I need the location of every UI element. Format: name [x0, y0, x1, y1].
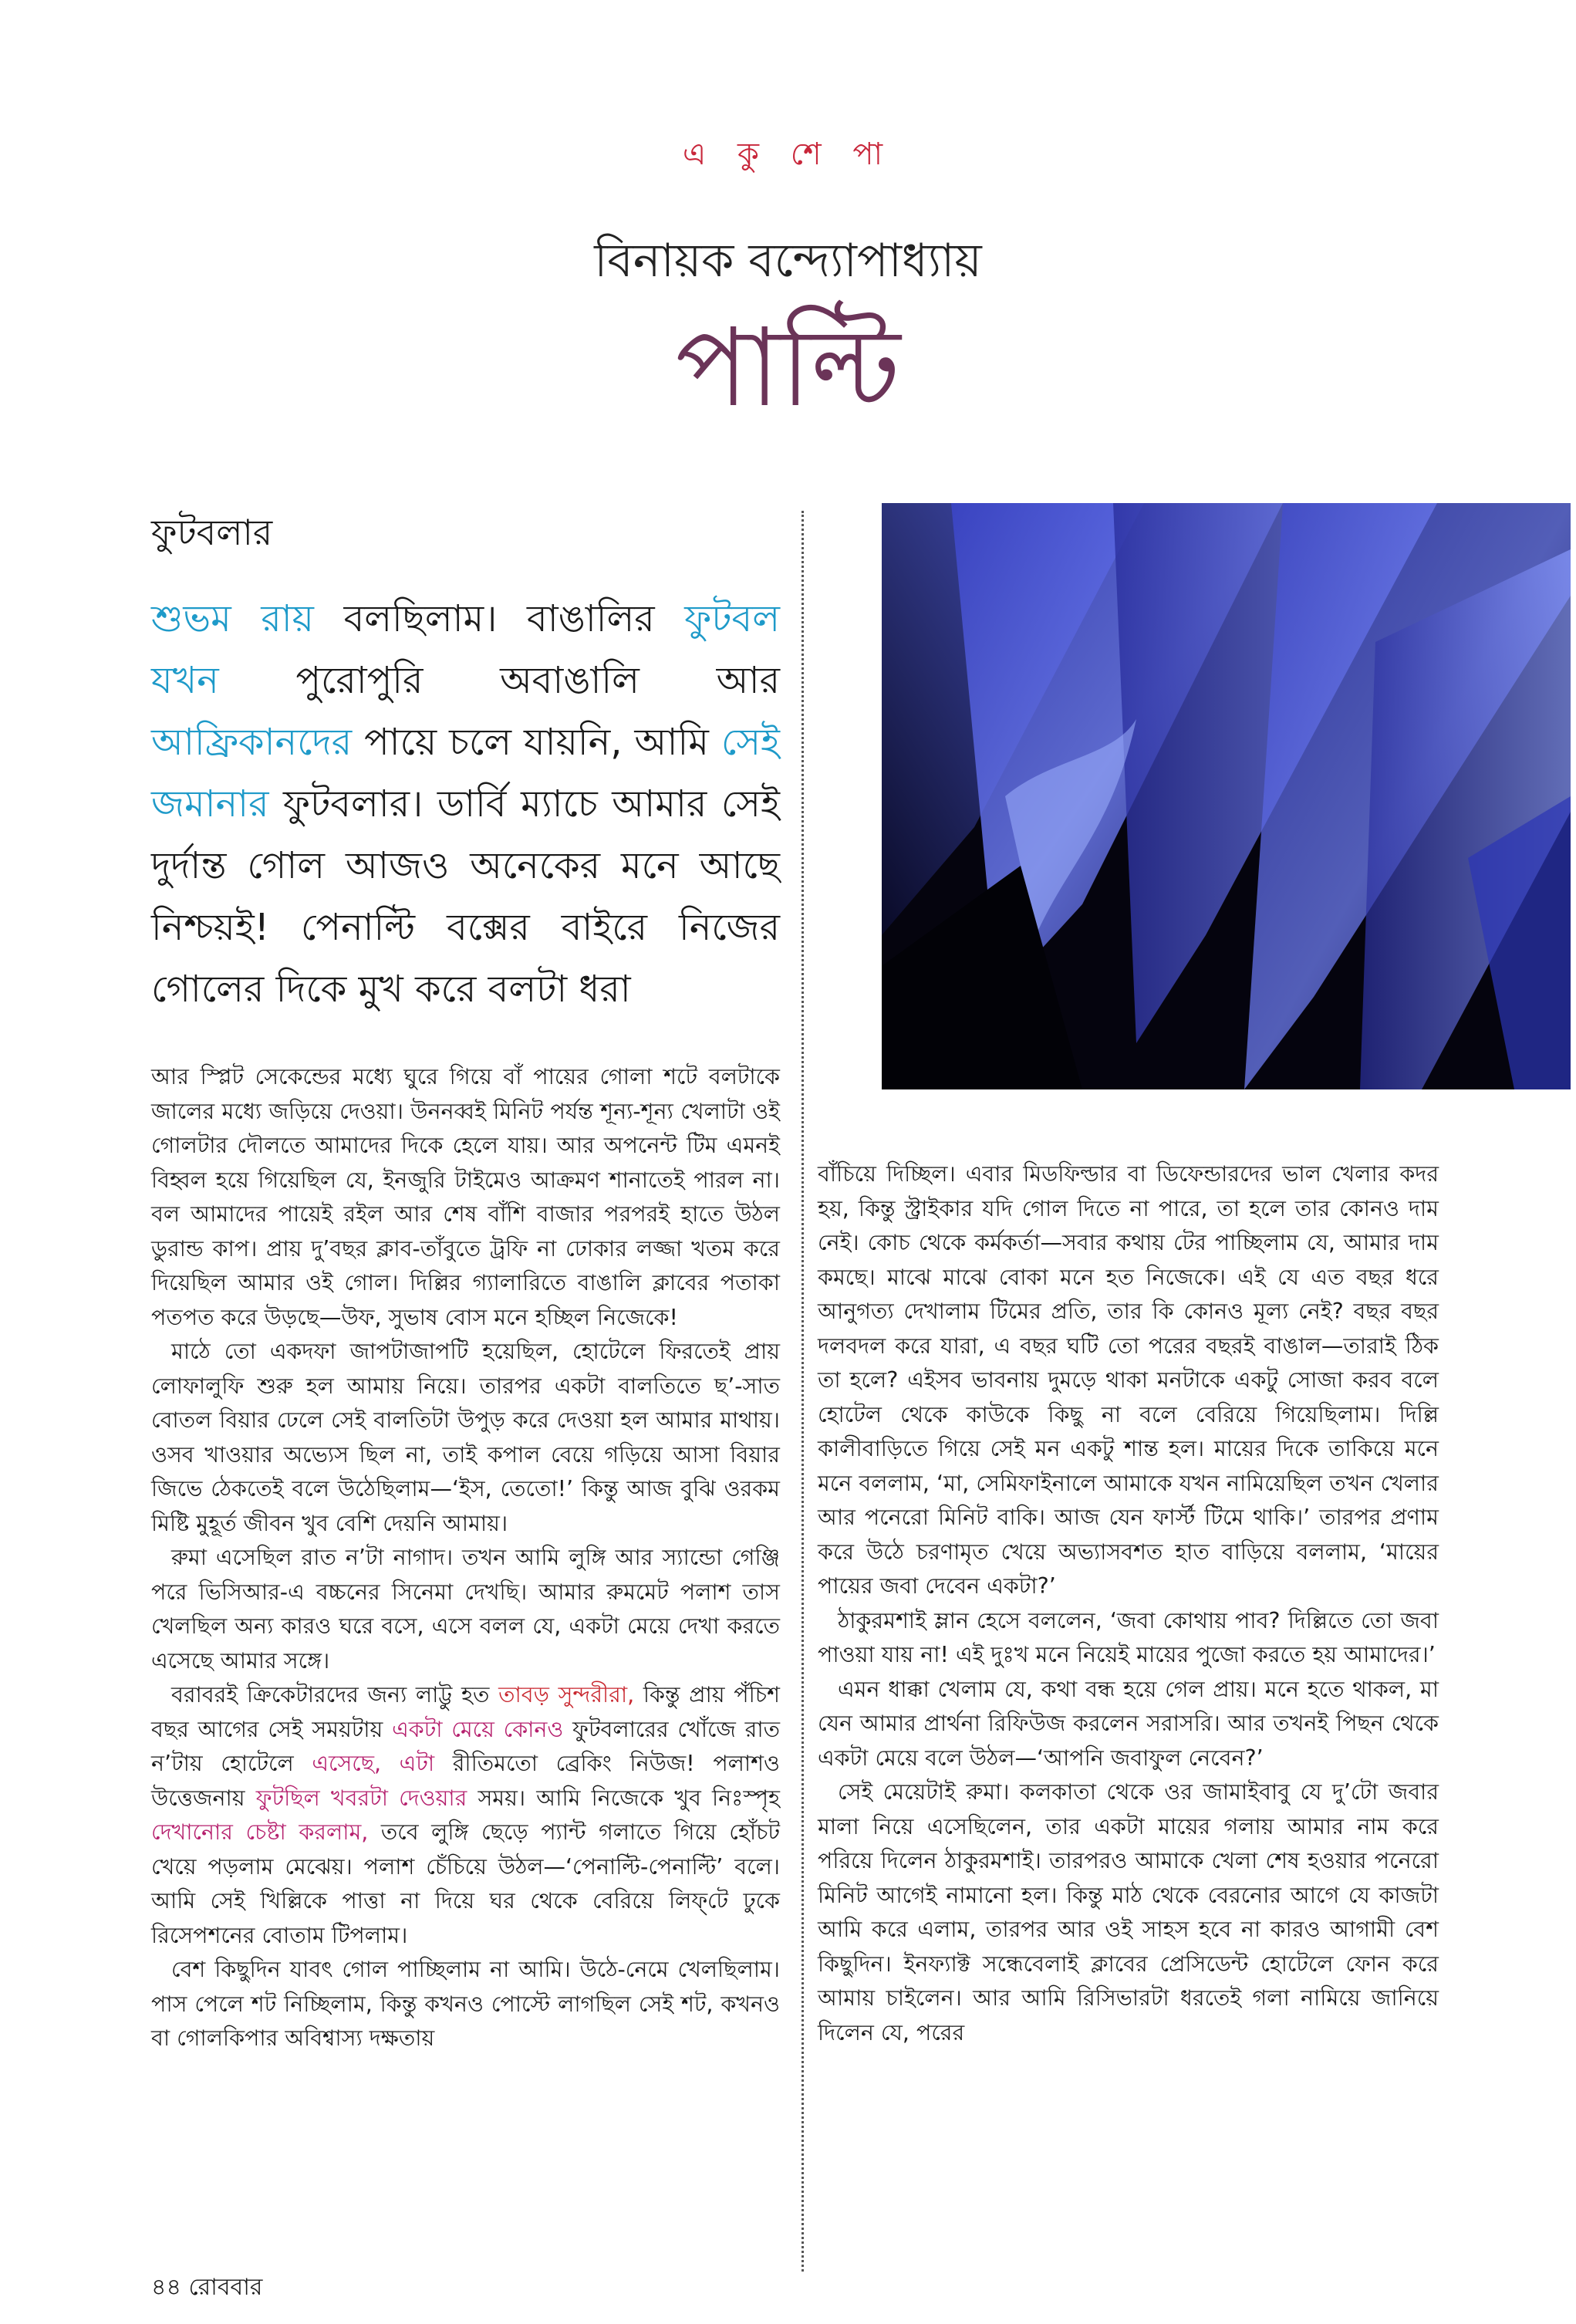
highlighted-text: আফ্রিকানদের [151, 721, 353, 764]
highlighted-text: একটা মেয়ে কোনও [392, 1716, 564, 1742]
highlighted-text: সেই জমানার [151, 721, 780, 826]
text-run: মাঠে তো একদফা জাপটাজাপটি হয়েছিল, হোটেলে ফিরতেই প্রায় লোফালুফি শুরু হল আমায় নিয়ে। তারপর একটা বালতিতে ছ’-সাত বোতল বিয়ার ঢেলে সেই বালতিটা উপুড় করে দেওয়া হল আমার মাথায়। ওসব খাওয়ার অভ্যেস ছিল না, তাই কপাল বেয়ে গড়িয়ে আসা বিয়ার জিভে ঠেকতেই বলে উঠেছিলাম—‘ইস, তেতো!’ কিন্তু আজ বুঝি ওরকম মিষ্টি মুহূর্ত জীবন খুব বেশি দেয়নি আমায়। [151, 1339, 780, 1536]
text-run: সেই মেয়েটাই রুমা। কলকাতা থেকে ওর জামাইবাবু যে দু’টো জবার মালা নিয়ে এসেছিলেন, তার একটা মায়ের গলায় আমার নাম করে পরিয়ে দিলেন ঠাকুরমশাই। তারপরও আমাকে খেলা শেষ হওয়ার পনেরো মিনিট আগেই নামানো হল। কিন্তু মাঠ থেকে বেরনোর আগে যে কাজটা আমি করে এলাম, তারপর আর ওই সাহস হবে না কারও আগামী বেশ কিছুদিন। ইনফ্যাক্ট সন্ধেবেলাই ক্লাবের প্রেসিডেন্ট হোটেলে ফোন করে আমায় চাইলেন। আর আমি রিসিভারটা ধরতেই গলা নামিয়ে জানিয়ে দিলেন যে, পরের [818, 1779, 1439, 2045]
section-label: এ কু শে পা [682, 137, 894, 172]
text-run: বরাবরই ক্রিকেটারদের জন্য লাট্টু হত [171, 1682, 499, 1708]
text-run: পায়ে চলে যায়নি, আমি [352, 721, 721, 764]
body-paragraph [151, 1953, 780, 2056]
text-run: বাঁচিয়ে দিচ্ছিল। এবার মিডফিল্ডার বা ডিফেন্ডারদের ভাল খেলার কদর হয়, কিন্তু স্ট্রাইকার যদি গোল দিতে না পারে, তা হলে তার কোনও দাম নেই। কোচ থেকে কর্মকর্তা—সবার কথায় টের পাচ্ছিলাম যে, আমার দাম কমছে। মাঝে মাঝে বোকা মনে হত নিজেকে। এই যে এত বছর ধরে আনুগত্য দেখালাম টিমের প্রতি, তার কি কোনও মূল্য নেই? বছর বছর দলবদল করে যারা, এ বছর ঘটি তো পরের বছরই বাঙাল—তারাই ঠিক তা হলে? এইসব ভাবনায় দুমড়ে থাকা মনটাকে একটু সোজা করব বলে হোটেল থেকে কাউকে কিছু না বলে বেরিয়ে গিয়েছিলাম। দিল্লি কালীবাড়িতে গিয়ে সেই মন একটু শান্ত হল। মায়ের দিকে তাকিয়ে মনে মনে বললাম, ‘মা, সেমিফাইনালে আমাকে যখন নামিয়েছিল তখন খেলার আর পনেরো মিনিট বাকি। আজ যেন ফার্স্ট টিমে থাকি।’ তারপর প্রণাম করে উঠে চরণামৃত খেয়ে অভ্যাসবশত হাত বাড়িয়ে বললাম, ‘মায়ের পায়ের জবা দেবেন একটা?’ [818, 1161, 1439, 1599]
kicker: ফুটবলার [151, 512, 273, 553]
highlighted-text: ফুটবল যখন [151, 597, 780, 702]
text-run: ফুটবলারের খোঁজে রাত ন’টায় হোটেলে [151, 1716, 780, 1776]
text-run: এমন ধাক্কা খেলাম যে, কথা বন্ধ হয়ে গেল প্রায়। মনে হতে থাকল, মা যেন আমার প্রার্থনা রিফিউজ করলেন সরাসরি। আর তখনই পিছন থেকে একটা মেয়ে বলে উঠল—‘আপনি জবাফুল নেবেন?’ [818, 1676, 1439, 1771]
text-run: সময়। আমি নিজেকে খুব নিঃস্পৃহ [467, 1785, 780, 1811]
body-paragraph [818, 1157, 1439, 1604]
text-run: বলছিলাম। বাঙালির [313, 597, 685, 640]
body-paragraph [818, 1673, 1439, 1776]
highlighted-text: ফুটছিল খবরটা দেওয়ার [255, 1785, 467, 1811]
text-run: ফুটবলার। ডার্বি ম্যাচে আমার সেই দুর্দান্ত গোল আজও অনেকের মনে আছে নিশ্চয়ই! পেনাল্টি বক্সের বাইরে নিজের গোলের দিকে মুখ করে বলটা ধরা [151, 782, 780, 1011]
body-paragraph [151, 1678, 780, 1953]
highlighted-text: এসেছে, এটা [312, 1751, 435, 1776]
highlighted-text: শুভম রায় [151, 597, 314, 640]
body-paragraph [151, 1541, 780, 1678]
body-paragraph [151, 1335, 780, 1541]
text-run: রীতিমতো ব্রেকিং নিউজ! পলাশও উত্তেজনায় [151, 1751, 781, 1811]
text-run: আর স্প্লিট সেকেন্ডের মধ্যে ঘুরে গিয়ে বাঁ পায়ের গোলা শটে বলটাকে জালের মধ্যে জড়িয়ে দেওয়া। উননব্বই মিনিট পর্যন্ত শূন্য-শূন্য খেলাটা ওই গোলটার দৌলতে আমাদের দিকে হেলে যায়। আর অপনেন্ট টিম এমনই বিহ্বল হয়ে গিয়েছিল যে, ইনজুরি টাইমেও আক্রমণ শানাতেই পারল না। বল আমাদের পায়েই রইল আর শেষ বাঁশি বাজার পরপরই হাতে উঠল ডুরান্ড কাপ। প্রায় দু’বছর ক্লাব-তাঁবুতে ট্রফি না ঢোকার লজ্জা খতম করে দিয়েছিল আমার ওই গোল। দিল্লির গ্যালারিতে বাঙালি ক্লাবের পতাকা পতপত করে উড়ছে—উফ, সুভাষ বোস মনে হচ্ছিল নিজেকে! [151, 1064, 780, 1330]
text-run: তবে লুঙ্গি ছেড়ে প্যান্ট গলাতে গিয়ে হোঁচট খেয়ে পড়লাম মেঝেয়। পলাশ চেঁচিয়ে উঠল—‘পেনাল্টি-পেনাল্টি’ বলে। আমি সেই খিল্লিকে পাত্তা না দিয়ে ঘর থেকে বেরিয়ে লিফ্‌টে ঢুকে রিসেপশনের বোতাম টিপলাম। [151, 1819, 780, 1948]
illustration-photo [882, 503, 1571, 1089]
body-paragraph [151, 1060, 780, 1335]
text-run: পুরোপুরি অবাঙালি আর [218, 659, 780, 702]
body-paragraph [818, 1775, 1439, 2050]
body-paragraph [818, 1604, 1439, 1673]
story-title: পাল্টি [675, 306, 901, 431]
page-folio: ৪৪ রোববার [151, 2274, 263, 2301]
text-run: রুমা এসেছিল রাত ন’টা নাগাদ। তখন আমি লুঙ্গি আর স্যান্ডো গেঞ্জি পরে ভিসিআর-এ বচ্চনের সিনেমা দেখছি। আমার রুমমেট পলাশ তাস খেলছিল অন্য কারও ঘরে বসে, এসে বলল যে, একটা মেয়ে দেখা করতে এসেছে আমার সঙ্গে। [151, 1545, 780, 1674]
body-column-2 [818, 1157, 1439, 2050]
column-divider [801, 511, 804, 2272]
text-run: ঠাকুরমশাই ম্লান হেসে বললেন, ‘জবা কোথায় পাব? দিল্লিতে তো জবা পাওয়া যায় না! এই দুঃখ মনে নিয়েই মায়ের পুজো করতে হয় আমাদের।’ [818, 1607, 1439, 1667]
text-run: বেশ কিছুদিন যাবৎ গোল পাচ্ছিলাম না আমি। উঠে-নেমে খেলছিলাম। পাস পেলে শট নিচ্ছিলাম, কিন্তু কখনও পোস্টে লাগছিল সেই শট, কখনও বা গোলকিপার অবিশ্বাস্য দক্ষতায় [151, 1957, 780, 2051]
lede-paragraph [151, 588, 780, 1020]
text-run: কিন্তু প্রায় পঁচিশ বছর আগের সেই সময়টায় [151, 1682, 780, 1742]
highlighted-text: দেখানোর চেষ্টা করলাম, [151, 1819, 369, 1845]
intro-block [151, 506, 780, 1020]
author-name: বিনায়ক বন্দ্যোপাধ্যায় [594, 234, 982, 288]
highlighted-text: তাবড় সুন্দরীরা, [498, 1682, 635, 1708]
body-column-1 [151, 1060, 780, 2056]
